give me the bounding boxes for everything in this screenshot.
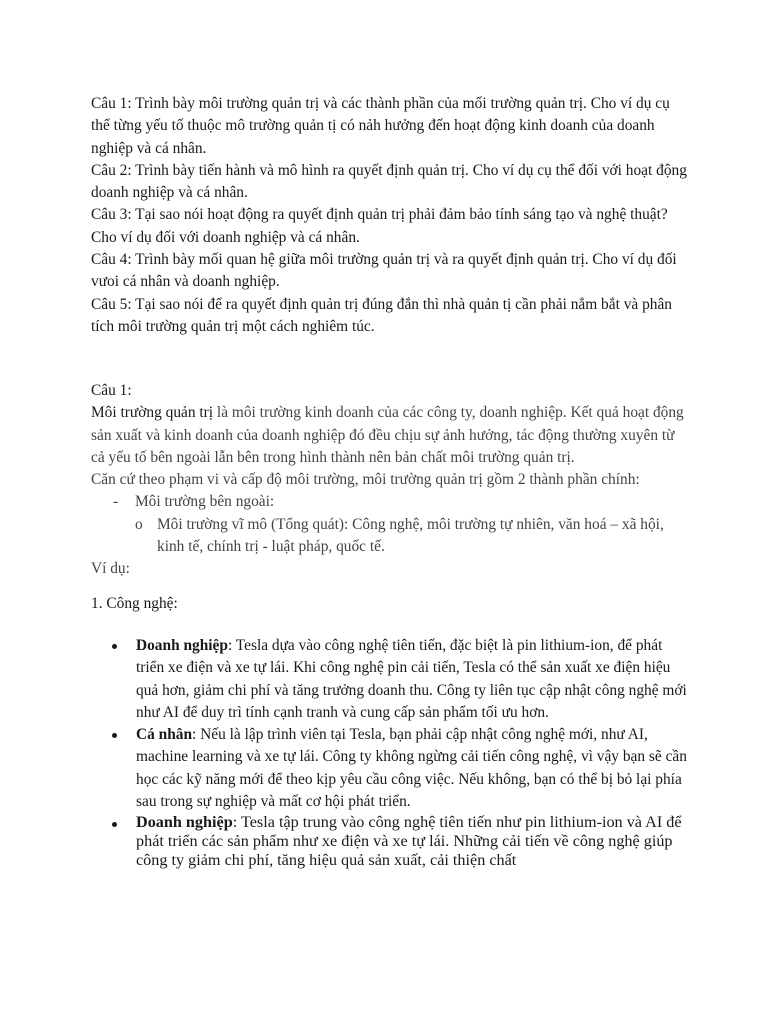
sub-list-item	[91, 514, 691, 559]
bullet-icon	[112, 644, 117, 649]
circle-marker: o	[135, 515, 143, 533]
bullet-text: : Tesla dựa vào công nghệ tiên tiến, đặc biệt là pin lithium-ion, để phát triển xe điện và xe tự lái. Khi công nghệ pin cải tiến, Tesla có thể sản xuất xe điện hiệu quả hơn, giảm chi phí và tăng trưởng doanh thu. Công ty liên tục cập nhật công nghệ mới như AI để duy trì tính cạnh tranh và cung cấp sản phẩm tối ưu hơn.	[136, 636, 687, 721]
question-4: Câu 4: Trình bày mối quan hệ giữa môi trường quản trị và ra quyết định quản trị. Cho ví dụ đối vưoi cá nhân và doanh nghiệp.	[91, 251, 677, 291]
example-label: Ví dụ:	[91, 560, 130, 578]
scope-paragraph: Căn cứ theo phạm vi và cấp độ môi trường, môi trường quản trị gồm 2 thành phần chính:	[91, 471, 640, 489]
dash-list-item	[91, 491, 691, 513]
sub-item-text: Môi trường vĩ mô (Tổng quát): Công nghệ, môi trường tự nhiên, văn hoá – xã hội, kinh tế, chính trị - luật pháp, quốc tế.	[157, 515, 664, 556]
bullet-term: Doanh nghiệp	[136, 636, 228, 654]
tech-heading: 1. Công nghệ:	[91, 594, 178, 612]
dash-item-text: Môi trường bên ngoài:	[135, 493, 275, 511]
definition-text: là môi trường kinh doanh của các công ty, doanh nghiệp. Kết quả hoạt động sản xuất và kinh doanh của doanh nghiệp đó đều chịu sự ảnh hưởng, tác động thường xuyên từ cả yếu tố bên ngoài lẫn bên trong hình thành nên bản chất môi trường quản trị.	[91, 404, 684, 466]
question-list	[91, 93, 691, 338]
bullet-text: : Nếu là lập trình viên tại Tesla, bạn phải cập nhật công nghệ mới, như AI, machine learning và xe tự lái. Công ty không ngừng cải tiến công nghệ, vì vậy bạn sẽ cần học các kỹ năng mới để theo kịp yêu cầu công việc. Nếu không, bạn có thể bị bỏ lại phía sau trong sự nghiệp và mất cơ hội phát triển.	[136, 726, 687, 811]
bullet-term: Doanh nghiệp	[136, 813, 233, 832]
bullet-text: : Tesla tập trung vào công nghệ tiên tiến như pin lithium-ion và AI để phát triển các sản phẩm như xe điện và xe tự lái. Những cải tiến về công nghệ giúp công ty giảm chi phí, tăng hiệu quả sản xuất, cải thiện chất	[136, 813, 682, 870]
list-item	[91, 813, 691, 870]
list-item	[91, 724, 691, 813]
bullet-term: Cá nhân	[136, 726, 193, 744]
bullet-icon	[112, 733, 117, 738]
question-2: Câu 2: Trình bày tiến hành và mô hình ra quyết định quản trị. Cho ví dụ cụ thể đối với hoạt động doanh nghiệp và cá nhân.	[91, 161, 687, 202]
answer-heading: Câu 1:	[91, 382, 132, 399]
question-3: Câu 3: Tại sao nói hoạt động ra quyết định quản trị phải đảm bảo tính sáng tạo và nghệ thuật? Cho ví dụ đối với doanh nghiệp và cá nhân.	[91, 206, 668, 246]
definition-term: Môi trường quản trị	[91, 404, 214, 422]
question-1: Câu 1: Trình bày môi trường quản trị và các thành phần của mối trường quản trị. Cho ví dụ cụ thể từng yếu tố thuộc mô trường quản tị có nảh hưởng đến hoạt động kinh doanh của doanh nghiệp và cá nhân.	[91, 95, 670, 157]
bullet-list	[91, 635, 691, 870]
answer-section	[91, 380, 691, 870]
definition-paragraph	[91, 402, 691, 469]
question-5: Câu 5: Tại sao nói để ra quyết định quản trị đúng đắn thì nhà quản tị cần phải nắm bắt và phân tích môi trường quản trị một cách nghiêm túc.	[91, 295, 672, 335]
dash-marker: -	[113, 493, 119, 511]
bullet-icon	[112, 822, 117, 827]
list-item	[91, 635, 691, 724]
